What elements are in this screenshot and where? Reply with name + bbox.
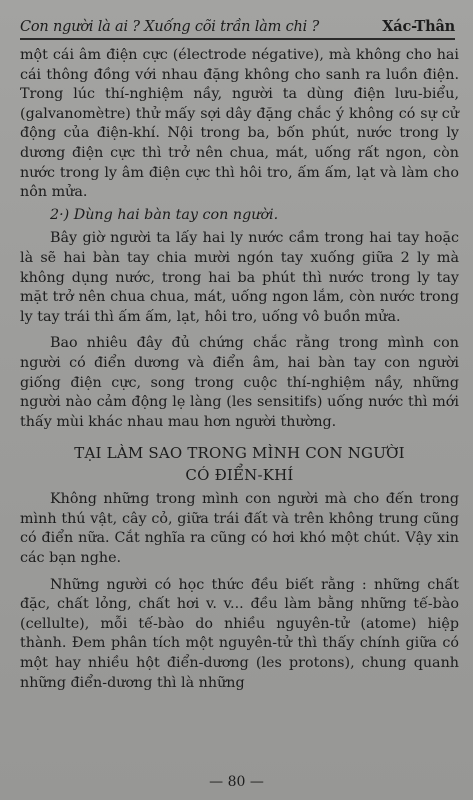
section-heading: [20, 442, 459, 486]
paragraph: Những người có học thức đều biết rằng : những chất đặc, chất lỏng, chất hơi v. v... đều làm bằng những tế-bào (cellulte), mỗi tế-bào do nhiều nguyên-tử (atome) hiệp thành. Đem phân tích một nguyên-tử thì thấy chính giữa có một hay nhiều hột điển-dương (les protons), chung quanh những điển-dương thì là những: [20, 576, 459, 691]
paragraph: Bao nhiêu đây đủ chứng chắc rằng trong mình con người có điển dương và điển âm, hai bàn tay con người giống điện cực, song trong cuộc thí-nghiệm nầy, những người nào cảm động lẹ làng (les sensitifs) uống nước thì mới thấy mùi khác nhau mau hơn người thường.: [20, 335, 459, 430]
running-header: [20, 18, 455, 40]
paragraph: Bây giờ người ta lấy hai ly nước cầm trong hai tay hoặc là sẽ hai bàn tay chia mười ngón tay xuống giữa 2 ly mà không dụng nước, trong hai ba phút thì nước trong ly tay mặt trở nên chua chua, mát, uống ngon lắm, còn nước trong ly tay trái thì ấm ấm, lạt, hôi tro, uống vô buồn mửa.: [20, 230, 459, 325]
page-number: — 80 —: [209, 774, 264, 790]
section-heading-line: TẠI LÀM SAO TRONG MÌNH CON NGƯỜI: [74, 444, 405, 463]
running-title: Con người là ai ? Xuống cõi trần làm chi ?: [20, 19, 320, 35]
subsection-title: 2·) Dùng hai bàn tay con người.: [50, 206, 279, 223]
running-author: Xác-Thân: [382, 18, 455, 35]
paragraph: Không những trong mình con người mà cho đến trong mình thú vật, cây cỏ, giữa trái đất và trên không trung cũng có điển nữa. Cắt nghĩa ra cũng có hơi khó một chút. Vậy xin các bạn nghe.: [20, 491, 459, 567]
paragraph-continued: một cái âm điện cực (électrode négative), mà không cho hai cái thông đồng với nhau đặng không cho sanh ra luồn điện. Trong lúc thí-nghiệm nầy, người ta dùng điện lưu-biểu, (galvanomètre) thử mấy sợi dây đặng chắc ý không có sự cử động của điện-khí. Nội trong ba, bốn phút, nước trong ly dương điện cực thì trở nên chua, mát, uống rất ngon, còn nước trong ly âm điện cực thì hôi tro, ấm ấm, lạt và làm cho nôn mửa.: [20, 47, 459, 201]
section-heading-line: CÓ ĐIỂN-KHÍ: [185, 466, 294, 485]
